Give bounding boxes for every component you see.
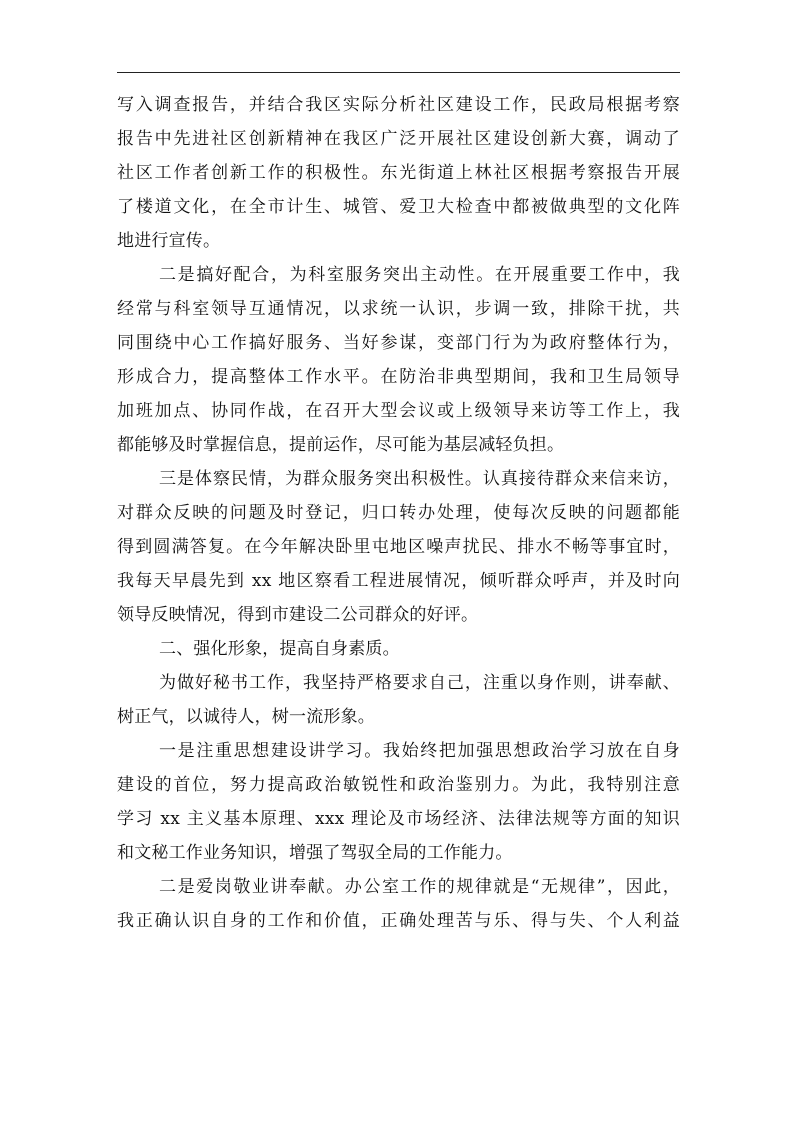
text-line: 了楼道文化，在全市计生、城管、爱卫大检查中都被做典型的文化阵: [117, 197, 680, 217]
text-line: 树正气，以诚待人，树一流形象。: [117, 707, 375, 727]
text-line: 加班加点、协同作战，在召开大型会议或上级领导来访等工作上，我: [117, 401, 680, 421]
text-line: 三是体察民情，为群众服务突出积极性。认真接待群众来信来访，: [159, 469, 680, 489]
text-line: 二是搞好配合，为科室服务突出主动性。在开展重要工作中，我: [159, 265, 680, 285]
text-line: 我每天早晨先到 xx 地区察看工程进展情况，倾听群众呼声，并及时向: [117, 571, 680, 591]
text-line: 地进行宣传。: [117, 231, 221, 251]
text-line: 经常与科室领导互通情况，以求统一认识，步调一致，排除干扰，共: [117, 299, 680, 319]
text-line: 建设的首位，努力提高政治敏锐性和政治鉴别力。为此，我特别注意: [117, 775, 680, 795]
text-line: 我正确认识自身的工作和价值，正确处理苦与乐、得与失、个人利益: [117, 911, 680, 931]
text-line: 同围绕中心工作搞好服务、当好参谋，变部门行为为政府整体行为，: [117, 333, 680, 353]
text-line: 都能够及时掌握信息，提前运作，尽可能为基层减轻负担。: [117, 435, 565, 455]
text-line: 报告中先进社区创新精神在我区广泛开展社区建设创新大赛，调动了: [117, 129, 680, 149]
text-line: 二是爱岗敬业讲奉献。办公室工作的规律就是“无规律”，因此，: [159, 877, 680, 897]
header-rule: [117, 72, 680, 73]
text-line: 和文秘工作业务知识，增强了驾驭全局的工作能力。: [117, 843, 513, 863]
text-line: 一是注重思想建设讲学习。我始终把加强思想政治学习放在自身: [159, 741, 680, 761]
text-line: 为做好秘书工作，我坚持严格要求自己，注重以身作则，讲奉献、: [159, 673, 680, 693]
document-body: [117, 88, 680, 938]
text-line: 得到圆满答复。在今年解决卧里屯地区噪声扰民、排水不畅等事宜时，: [117, 537, 680, 557]
text-line: 对群众反映的问题及时登记，归口转办处理，使每次反映的问题都能: [117, 503, 680, 523]
text-line: 领导反映情况，得到市建设二公司群众的好评。: [117, 605, 479, 625]
text-line: 社区工作者创新工作的积极性。东光街道上林社区根据考察报告开展: [117, 163, 680, 183]
text-line: 学习 xx 主义基本原理、xxx 理论及市场经济、法律法规等方面的知识: [117, 809, 680, 829]
text-line: 二、强化形象，提高自身素质。: [159, 639, 400, 659]
text-line: 写入调查报告，并结合我区实际分析社区建设工作，民政局根据考察: [117, 95, 680, 115]
text-line: 形成合力，提高整体工作水平。在防治非典型期间，我和卫生局领导: [117, 367, 680, 387]
